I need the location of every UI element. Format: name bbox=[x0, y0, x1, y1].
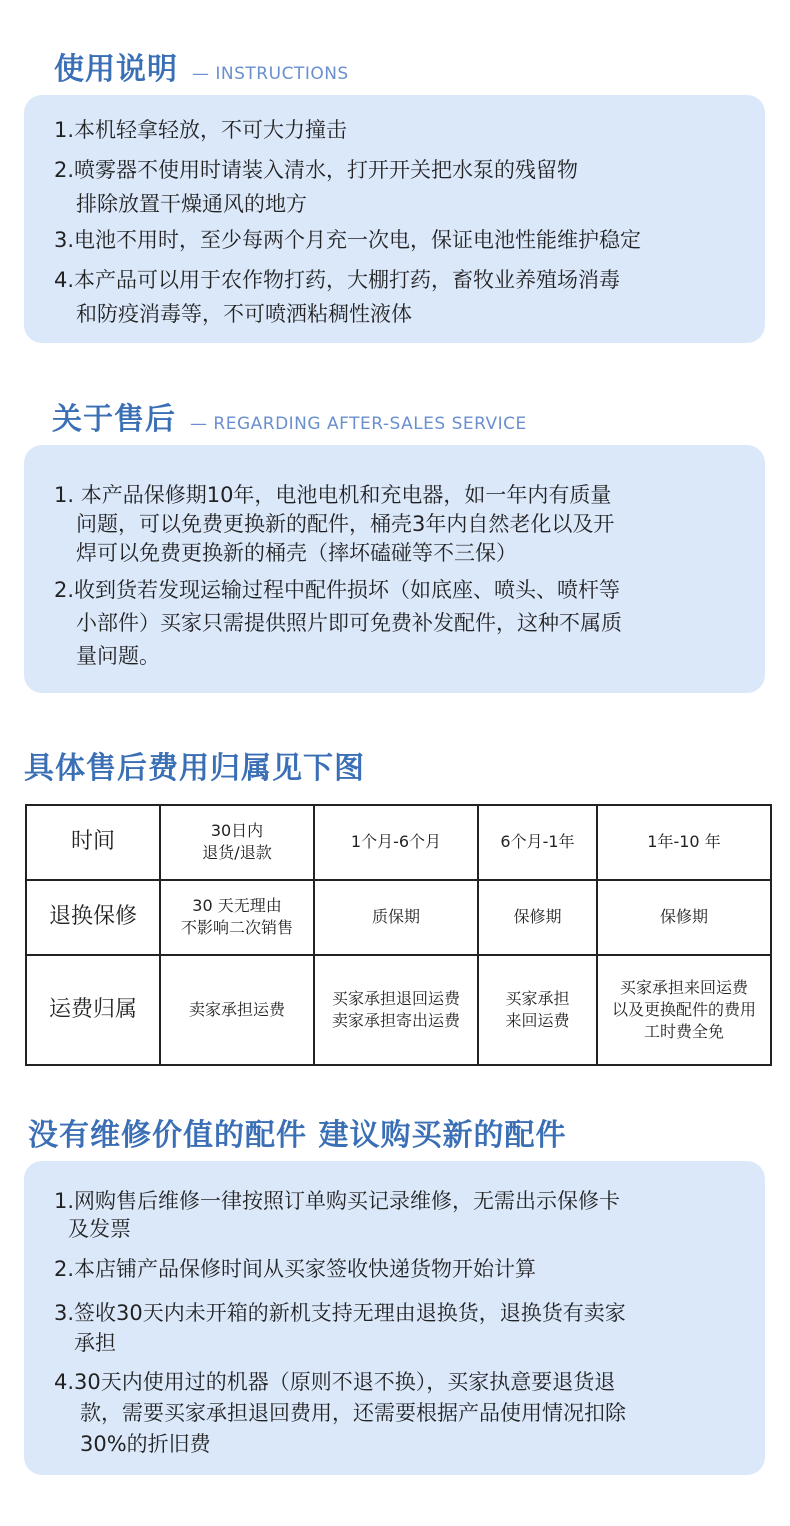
instructions-panel bbox=[24, 95, 765, 343]
instruction-item-3: 3.电池不用时，至少每两个月充一次电，保证电池性能维护稳定 bbox=[54, 228, 642, 252]
fee-table-header bbox=[24, 743, 365, 787]
no-repair-panel bbox=[24, 1161, 765, 1475]
no-repair-title: 没有维修价值的配件 建议购买新的配件 bbox=[28, 1118, 567, 1153]
table-head-cell: 运费归属 bbox=[26, 955, 160, 1066]
table-head-cell: 退换保修 bbox=[26, 880, 160, 955]
instruction-item-1: 1.本机轻拿轻放，不可大力撞击 bbox=[54, 118, 348, 142]
table-cell: 6个月-1年 bbox=[478, 805, 597, 880]
table-cell: 卖家承担运费 bbox=[160, 955, 314, 1066]
table-head-cell: 时间 bbox=[26, 805, 160, 880]
no-repair-item-4: 4.30天内使用过的机器（原则不退不换），买家执意要退货退 款，需要买家承担退回费用，还需要根据产品使用情况扣除 30%的折旧费 bbox=[54, 1370, 626, 1456]
table-row bbox=[26, 805, 771, 880]
instructions-header bbox=[54, 44, 349, 88]
table-cell: 1年-10 年 bbox=[597, 805, 771, 880]
table-cell: 保修期 bbox=[478, 880, 597, 955]
table-row bbox=[26, 955, 771, 1066]
instructions-subtitle: — INSTRUCTIONS bbox=[192, 64, 349, 84]
table-cell: 30 天无理由 不影响二次销售 bbox=[160, 880, 314, 955]
after-sales-header bbox=[52, 394, 527, 438]
no-repair-item-3: 3.签收30天内未开箱的新机支持无理由退换货，退换货有卖家 承担 bbox=[54, 1301, 626, 1355]
after-sales-subtitle: — REGARDING AFTER-SALES SERVICE bbox=[190, 414, 527, 434]
instructions-title: 使用说明 bbox=[54, 52, 178, 87]
after-sales-panel bbox=[24, 445, 765, 693]
table-cell: 质保期 bbox=[314, 880, 478, 955]
no-repair-item-1: 1.网购售后维修一律按照订单购买记录维修，无需出示保修卡 及发票 bbox=[54, 1189, 621, 1241]
instruction-item-4: 4.本产品可以用于农作物打药，大棚打药，畜牧业养殖场消毒 和防疫消毒等，不可喷洒粘稠性液体 bbox=[54, 268, 621, 326]
no-repair-item-2: 2.本店铺产品保修时间从买家签收快递货物开始计算 bbox=[54, 1257, 537, 1281]
table-cell: 30日内 退货/退款 bbox=[160, 805, 314, 880]
no-repair-header bbox=[28, 1110, 566, 1154]
after-sales-item-1: 1. 本产品保修期10年，电池电机和充电器，如一年内有质量 问题，可以免费更换新的配件，桶壳3年内自然老化以及开 焊可以免费更换新的桶壳（摔坏磕碰等不三保） bbox=[54, 483, 615, 565]
table-cell: 买家承担退回运费 卖家承担寄出运费 bbox=[314, 955, 478, 1066]
table-cell: 保修期 bbox=[597, 880, 771, 955]
after-sales-title: 关于售后 bbox=[52, 402, 176, 437]
table-cell: 1个月-6个月 bbox=[314, 805, 478, 880]
table-cell: 买家承担 来回运费 bbox=[478, 955, 597, 1066]
fee-table bbox=[25, 804, 772, 1066]
table-cell: 买家承担来回运费 以及更换配件的费用 工时费全免 bbox=[597, 955, 771, 1066]
after-sales-item-2: 2.收到货若发现运输过程中配件损坏（如底座、喷头、喷杆等 小部件）买家只需提供照片即可免费补发配件，这种不属质 量问题。 bbox=[54, 578, 622, 668]
fee-table-title: 具体售后费用归属见下图 bbox=[24, 751, 365, 786]
table-row bbox=[26, 880, 771, 955]
instruction-item-2: 2.喷雾器不使用时请装入清水，打开开关把水泵的残留物 排除放置干燥通风的地方 bbox=[54, 158, 579, 216]
